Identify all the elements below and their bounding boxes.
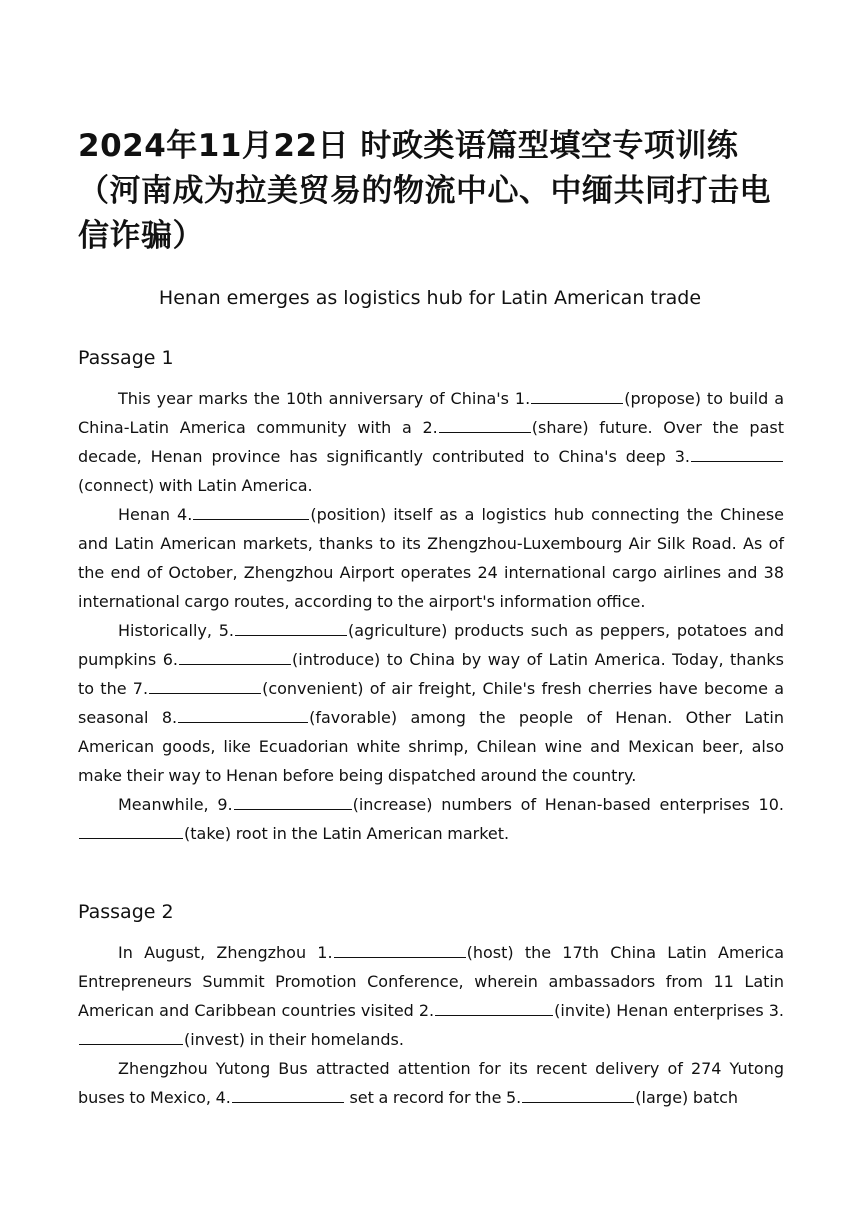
- passage-2-paragraph-1: In August, Zhengzhou 1. (host) the 17th China Latin America Entrepreneurs Summit Promotion Conference, wherein ambassadors from 11 Latin American and Caribbean countries visited 2. (invite) Henan enterprises 3.(invest) in their homelands.: [78, 938, 784, 1054]
- blank-10[interactable]: [79, 820, 183, 839]
- passage-1-paragraph-3: Historically, 5. (agriculture) products such as peppers, potatoes and pumpkins 6. (introduce) to China by way of Latin America. Today, thanks to the 7. (convenient) of air freight, Chile's fresh cherries have become a seasonal 8. (favorable) among the people of Henan. Other Latin American goods, like Ecuadorian white shrimp, Chilean wine and Mexican beer, also make their way to Henan before being dispatched around the country.: [78, 616, 784, 790]
- document-title: 2024年11月22日 时政类语篇型填空专项训练（河南成为拉美贸易的物流中心、中缅共同打击电信诈骗）: [78, 128, 771, 254]
- blank-8[interactable]: [178, 704, 308, 723]
- blank-p2-5[interactable]: [522, 1084, 634, 1103]
- blank-1[interactable]: [531, 385, 623, 404]
- blank-p2-2[interactable]: [435, 997, 553, 1016]
- blank-3[interactable]: [691, 443, 783, 462]
- passage-2-paragraph-2: Zhengzhou Yutong Bus attracted attention for its recent delivery of 274 Yutong buses to Mexico, 4. set a record for the 5. (large) batch: [78, 1059, 784, 1107]
- blank-6[interactable]: [179, 646, 291, 665]
- blank-p2-4[interactable]: [232, 1084, 344, 1103]
- blank-2[interactable]: [439, 414, 531, 433]
- blank-4[interactable]: [193, 501, 309, 520]
- passage-1-paragraph-2: Henan 4. (position) itself as a logistics hub connecting the Chinese and Latin American markets, thanks to its Zhengzhou-Luxembourg Air Silk Road. As of the end of October, Zhengzhou Airport operates 24 international cargo airlines and 38 international cargo routes, according to the airport's information office.: [78, 500, 784, 616]
- passage-1-paragraph-4: Meanwhile, 9. (increase) numbers of Henan-based enterprises 10.(take) root in the Latin American market.: [78, 790, 784, 848]
- blank-9[interactable]: [234, 791, 352, 810]
- passage-1-paragraph-1: This year marks the 10th anniversary of China's 1. (propose) to build a China-Latin America community with a 2. (share) future. Over the past decade, Henan province has significantly contributed to China's deep 3.(connect) with Latin America.: [78, 384, 784, 500]
- blank-p2-3[interactable]: [79, 1026, 183, 1045]
- passage-1-heading: Passage 1: [78, 347, 174, 369]
- blank-7[interactable]: [149, 675, 261, 694]
- blank-5[interactable]: [235, 617, 347, 636]
- passage-2-heading: Passage 2: [78, 901, 174, 923]
- blank-p2-1[interactable]: [334, 939, 466, 958]
- article-subtitle: Henan emerges as logistics hub for Latin American trade: [158, 287, 702, 309]
